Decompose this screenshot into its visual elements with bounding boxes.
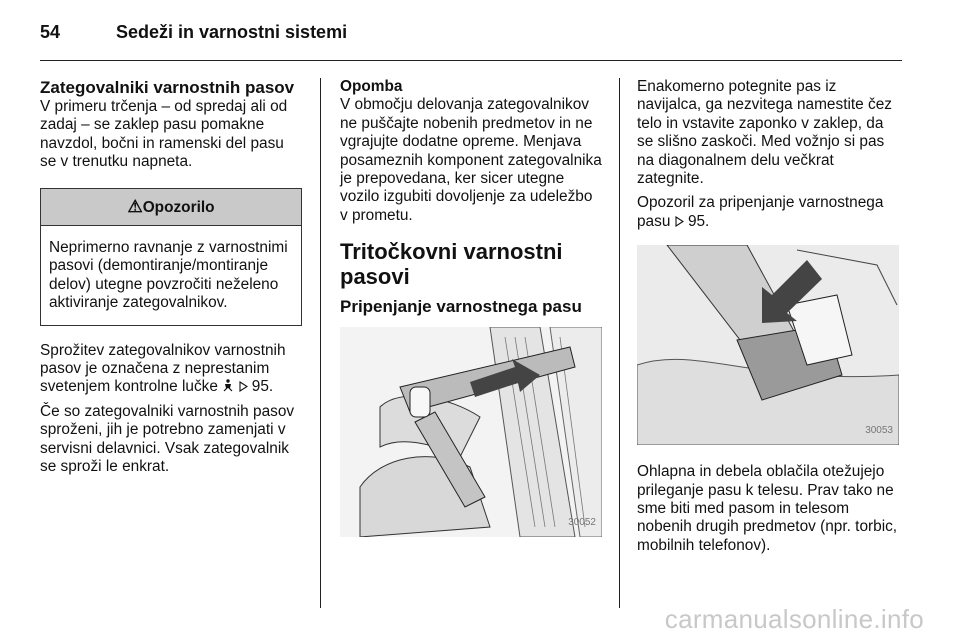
clothing-paragraph: Ohlapna in debela oblačila otežujejo prileganje pasu k telesu. Prav tako ne sme biti med pasom in telesom nobenih drugih predmetov (npr. torbic, mobilnih telefonov). [637, 463, 898, 554]
warning-triangle-icon: ⚠ [127, 196, 143, 216]
page-header [40, 22, 347, 43]
page-title: Sedeži in varnostni sistemi [116, 22, 348, 42]
figure-code: 30052 [568, 516, 596, 528]
illustration-fastening-belt [340, 327, 602, 537]
note-text: V območju delovanja zategovalnikov ne puščajte nobenih predmetov in ne vgrajujte dodatne opreme. Menjava posameznih komponent zategovalnika je prepovedana, ker sicer utegne vozilo izgubiti dovoljenje za udeležbo v prometu. [340, 96, 602, 224]
warning-title: Opozorilo [142, 198, 215, 216]
page-ref[interactable]: 95. [687, 212, 710, 230]
warnings-reference-paragraph: Opozoril za pripenjanje varnostnega pasu 95. [637, 194, 884, 230]
section-heading: Zategovalniki varnostnih pasov [40, 78, 295, 97]
replacement-paragraph: Če so zategovalniki varnostnih pasov sproženi, jih je potrebno zamenjati v servisni delavnici. Vsak zategovalnik se sproži le enkrat. [40, 402, 295, 476]
figure-code: 30053 [865, 424, 893, 436]
instructions-paragraph: Enakomerno potegnite pas iz navijalca, ga nezvitega namestite čez telo in vstavite zaponko v zaklep, da se slišno zaskoči. Med vožnjo si pas na diagonalnem delu večkrat zategnite. [637, 78, 892, 188]
section-heading: Tritočkovni varnostni pasovi [340, 239, 563, 290]
pretensioner-paragraph: Sprožitev zategovalnikov varnostnih pasov je označena z neprestanim svetenjem kontrolne lučke 95. [40, 341, 286, 396]
seatbelt-warning-icon [222, 378, 238, 395]
column-divider [320, 78, 321, 608]
column-right [637, 78, 902, 561]
note-title: Opomba [340, 78, 403, 95]
watermark: carmanualsonline.info [664, 604, 924, 634]
column-divider [619, 78, 620, 608]
intro-paragraph: V primeru trčenja – od spredaj ali od zadaj – se zaklep pasu pomakne navzdol, bočni in ramenski del pasu se v trenutku napneta. [40, 98, 288, 171]
illustration-buckle [637, 245, 899, 445]
warning-box [40, 188, 302, 326]
page-ref-arrow-icon [675, 213, 688, 230]
warning-text: Neprimerno ravnanje z varnostnimi pasovi (demontiranje/montiranje delov) utegne povzročiti neželeno aktiviranje zategovalnikov. [49, 239, 288, 312]
header-divider [40, 60, 902, 61]
subsection-heading: Pripenjanje varnostnega pasu [340, 297, 582, 317]
warning-header [41, 189, 301, 226]
page-ref[interactable]: 95. [251, 378, 274, 396]
column-middle [340, 78, 602, 537]
column-left [40, 78, 302, 483]
page-number: 54 [40, 22, 61, 42]
page-ref-arrow-icon [239, 378, 252, 395]
